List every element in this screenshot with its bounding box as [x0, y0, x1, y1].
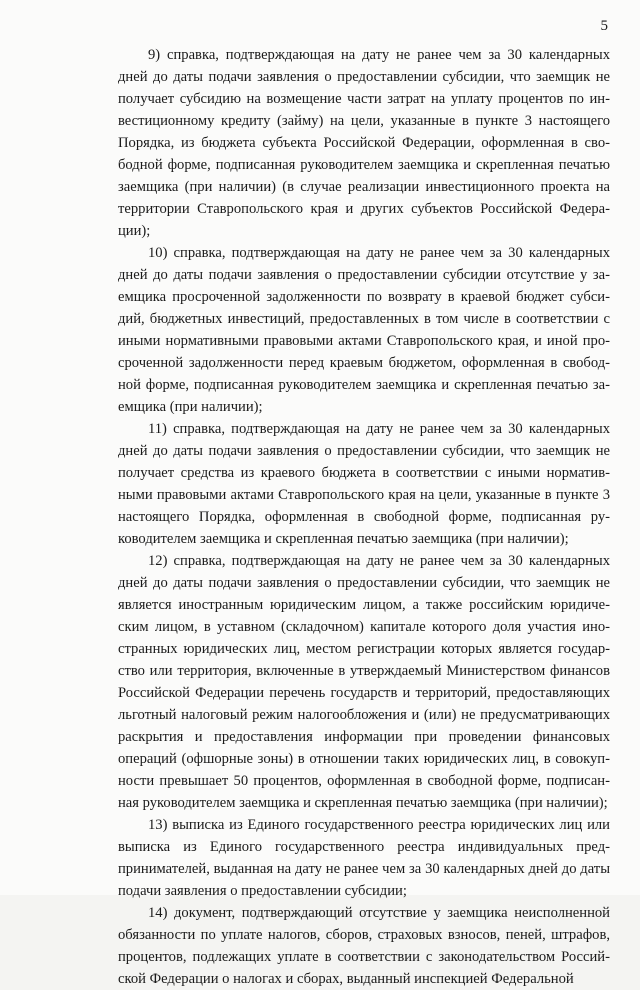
page-number: 5: [600, 18, 608, 34]
list-item-12: 12) справка, подтверждающая на дату не ранее чем за 30 календарных дней до даты подачи заявления о предоставлении субсидии, что заемщик не является иностранным юридическим лицом, а также российским юридическим лицом, в уставном (складочном) капитале которого доля участия иностранных юридических лиц, местом регистрации которых является государство или территория, включенные в утверждаемый Министерством финансов Российской Федерации перечень государств и территорий, предоставляющих льготный налоговый режим налогообложения и (или) не предусматривающих раскрытия и предоставления информации при проведении финансовых операций (офшорные зоны) в отношении таких юридических лиц, в совокупности превышает 50 процентов, оформленная в свободной форме, подписанная руководителем заемщика и скрепленная печатью заемщика (при наличии);: [118, 553, 610, 811]
list-item-10: 10) справка, подтверждающая на дату не ранее чем за 30 календарных дней до даты подачи заявления о предоставлении субсидии отсутствие у заемщика просроченной задолженности по возврату в краевой бюджет субсидий, бюджетных инвестиций, предоставленных в том числе в соответствии с иными нормативными правовыми актами Ставропольского края, и иной просроченной задолженности перед краевым бюджетом, оформленная в свободной форме, подписанная руководителем заемщика и скрепленная печатью заемщика (при наличии);: [118, 245, 610, 415]
list-item-9: 9) справка, подтверждающая на дату не ранее чем за 30 календарных дней до даты подачи заявления о предоставлении субсидии, что заемщик не получает субсидию на возмещение части затрат на уплату процентов по инвестиционному кредиту (займу) на цели, указанные в пункте 3 настоящего Порядка, из бюджета субъекта Российской Федерации, оформленная в свободной форме, подписанная руководителем заемщика и скрепленная печатью заемщика (при наличии) (в случае реализации инвестиционного проекта на территории Ставропольского края и других субъектов Российской Федерации);: [118, 47, 610, 239]
document-body: [118, 44, 610, 990]
list-item-14: 14) документ, подтверждающий отсутствие у заемщика неисполненной обязанности по уплате налогов, сборов, страховых взносов, пеней, штрафов, процентов, подлежащих уплате в соответствии с законодательством Российской Федерации о налогах и сборах, выданный инспекцией Федеральной: [118, 905, 610, 987]
list-item-11: 11) справка, подтверждающая на дату не ранее чем за 30 календарных дней до даты подачи заявления о предоставлении субсидии, что заемщик не получает средства из краевого бюджета в соответствии с иными нормативными правовыми актами Ставропольского края на цели, указанные в пункте 3 настоящего Порядка, оформленная в свободной форме, подписанная руководителем заемщика и скрепленная печатью заемщика (при наличии);: [118, 421, 610, 547]
list-item-13: 13) выписка из Единого государственного реестра юридических лиц или выписка из Единого государственного реестра индивидуальных предпринимателей, выданная на дату не ранее чем за 30 календарных дней до даты подачи заявления о предоставлении субсидии;: [118, 817, 610, 899]
